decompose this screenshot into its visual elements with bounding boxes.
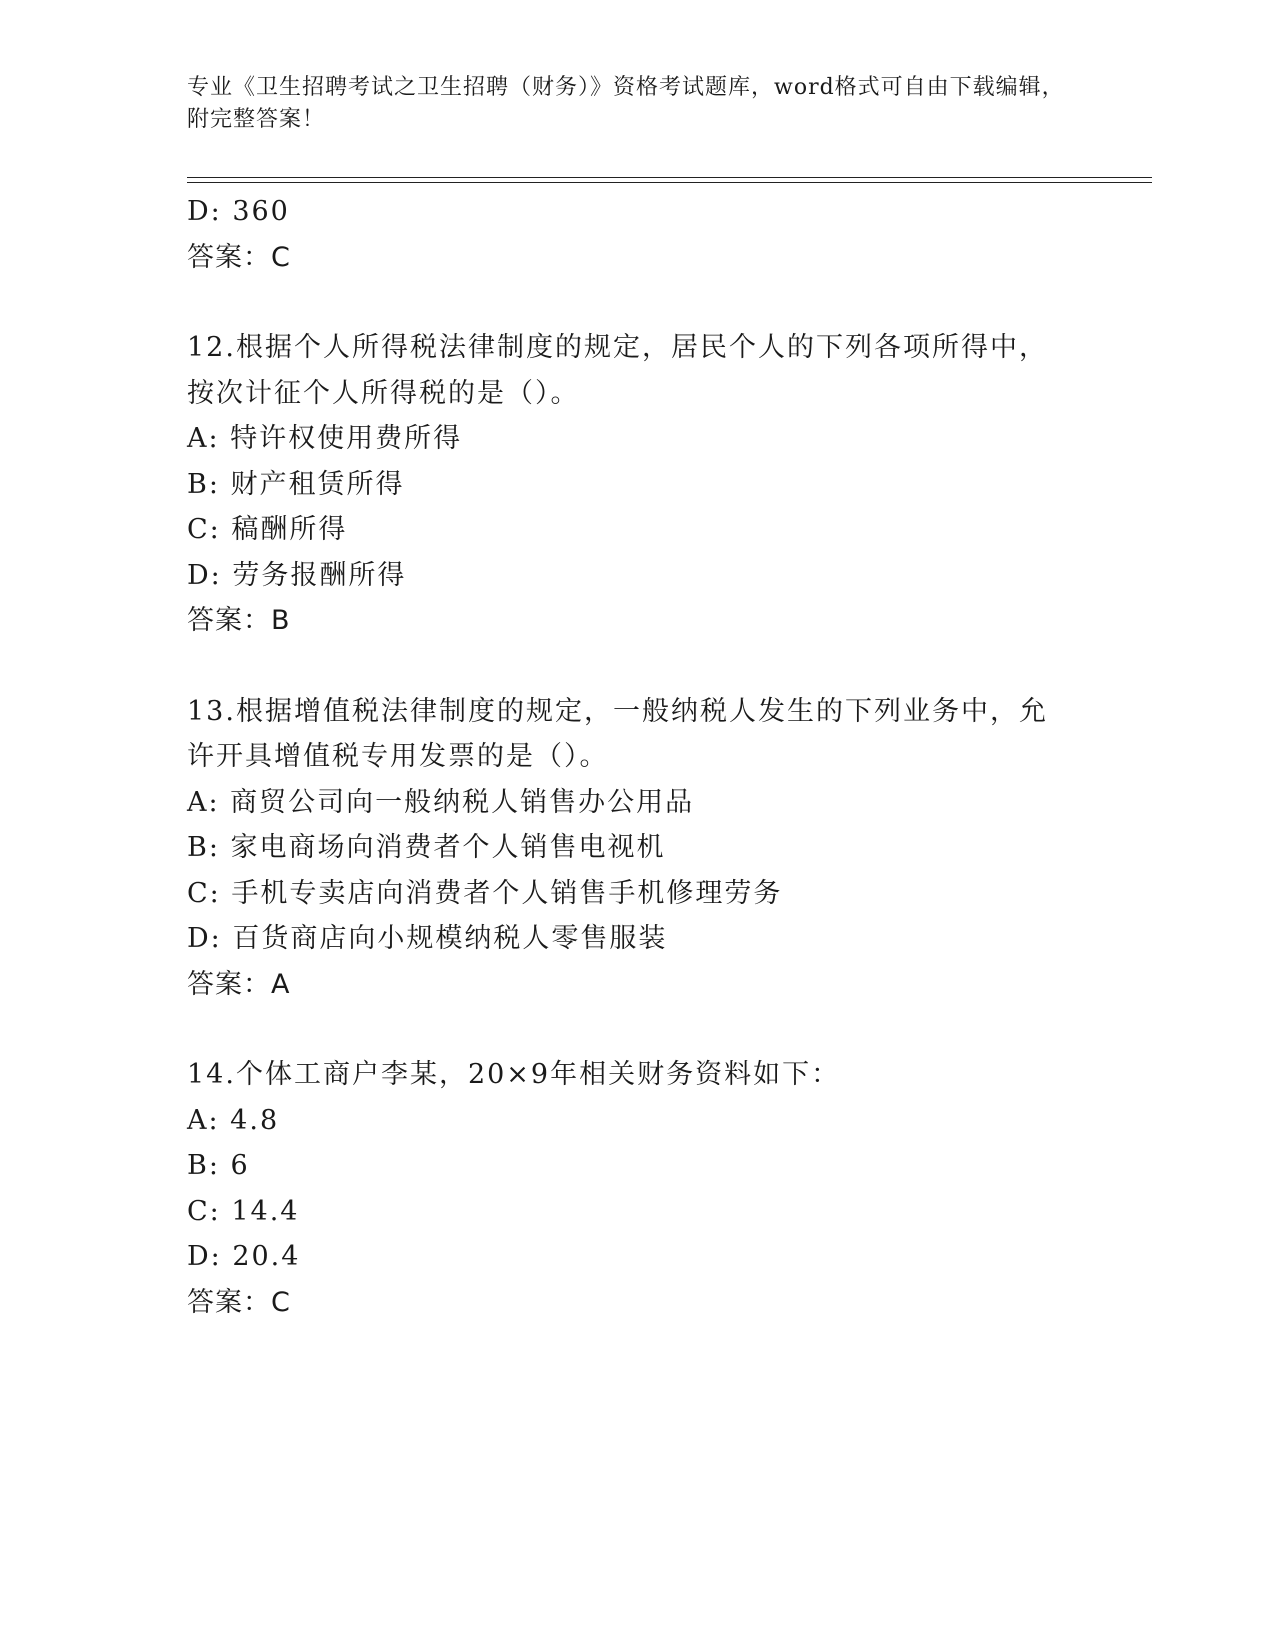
question-title: 12.根据个人所得税法律制度的规定，居民个人的下列各项所得中，按次计征个人所得税的是（）。 — [187, 332, 1048, 409]
answer-previous: 答案：C — [187, 241, 291, 273]
option-c: C: 手机专卖店向消费者个人销售手机修理劳务 — [187, 877, 783, 909]
question-list — [187, 189, 1067, 1325]
option-d: D: 劳务报酬所得 — [187, 559, 407, 591]
question-14 — [187, 1052, 1067, 1325]
option-a: A: 4.8 — [187, 1104, 280, 1136]
option-c: C: 稿酬所得 — [187, 514, 348, 545]
question-title: 13.根据增值税法律制度的规定，一般纳税人发生的下列业务中，允许开具增值税专用发票的是（）。 — [187, 695, 1048, 772]
option-b: B: 家电商场向消费者个人销售电视机 — [187, 832, 666, 863]
answer: 答案：C — [187, 1286, 291, 1318]
option-b: B: 财产租赁所得 — [187, 468, 405, 500]
option-b: B: 6 — [187, 1150, 250, 1181]
option-d: D: 20.4 — [187, 1241, 301, 1272]
question-13 — [187, 689, 1067, 1008]
document-header: 专业《卫生招聘考试之卫生招聘（财务）》资格考试题库，word格式可自由下载编辑，附完整答案！ — [187, 75, 1065, 132]
option-a: A: 商贸公司向一般纳税人销售办公用品 — [187, 786, 695, 818]
question-12 — [187, 325, 1067, 644]
option-c: C: 14.4 — [187, 1195, 300, 1227]
question-title: 14.个体工商户李某，20×9年相关财务资料如下： — [187, 1059, 841, 1090]
answer: 答案：B — [187, 605, 291, 636]
header-divider-top — [187, 177, 1152, 178]
answer: 答案：A — [187, 968, 291, 1000]
option-d: D: 百货商店向小规模纳税人零售服装 — [187, 923, 668, 954]
header-divider-bottom — [187, 182, 1152, 183]
option-d-previous: D: 360 — [187, 196, 290, 227]
option-a: A: 特许权使用费所得 — [187, 423, 463, 454]
